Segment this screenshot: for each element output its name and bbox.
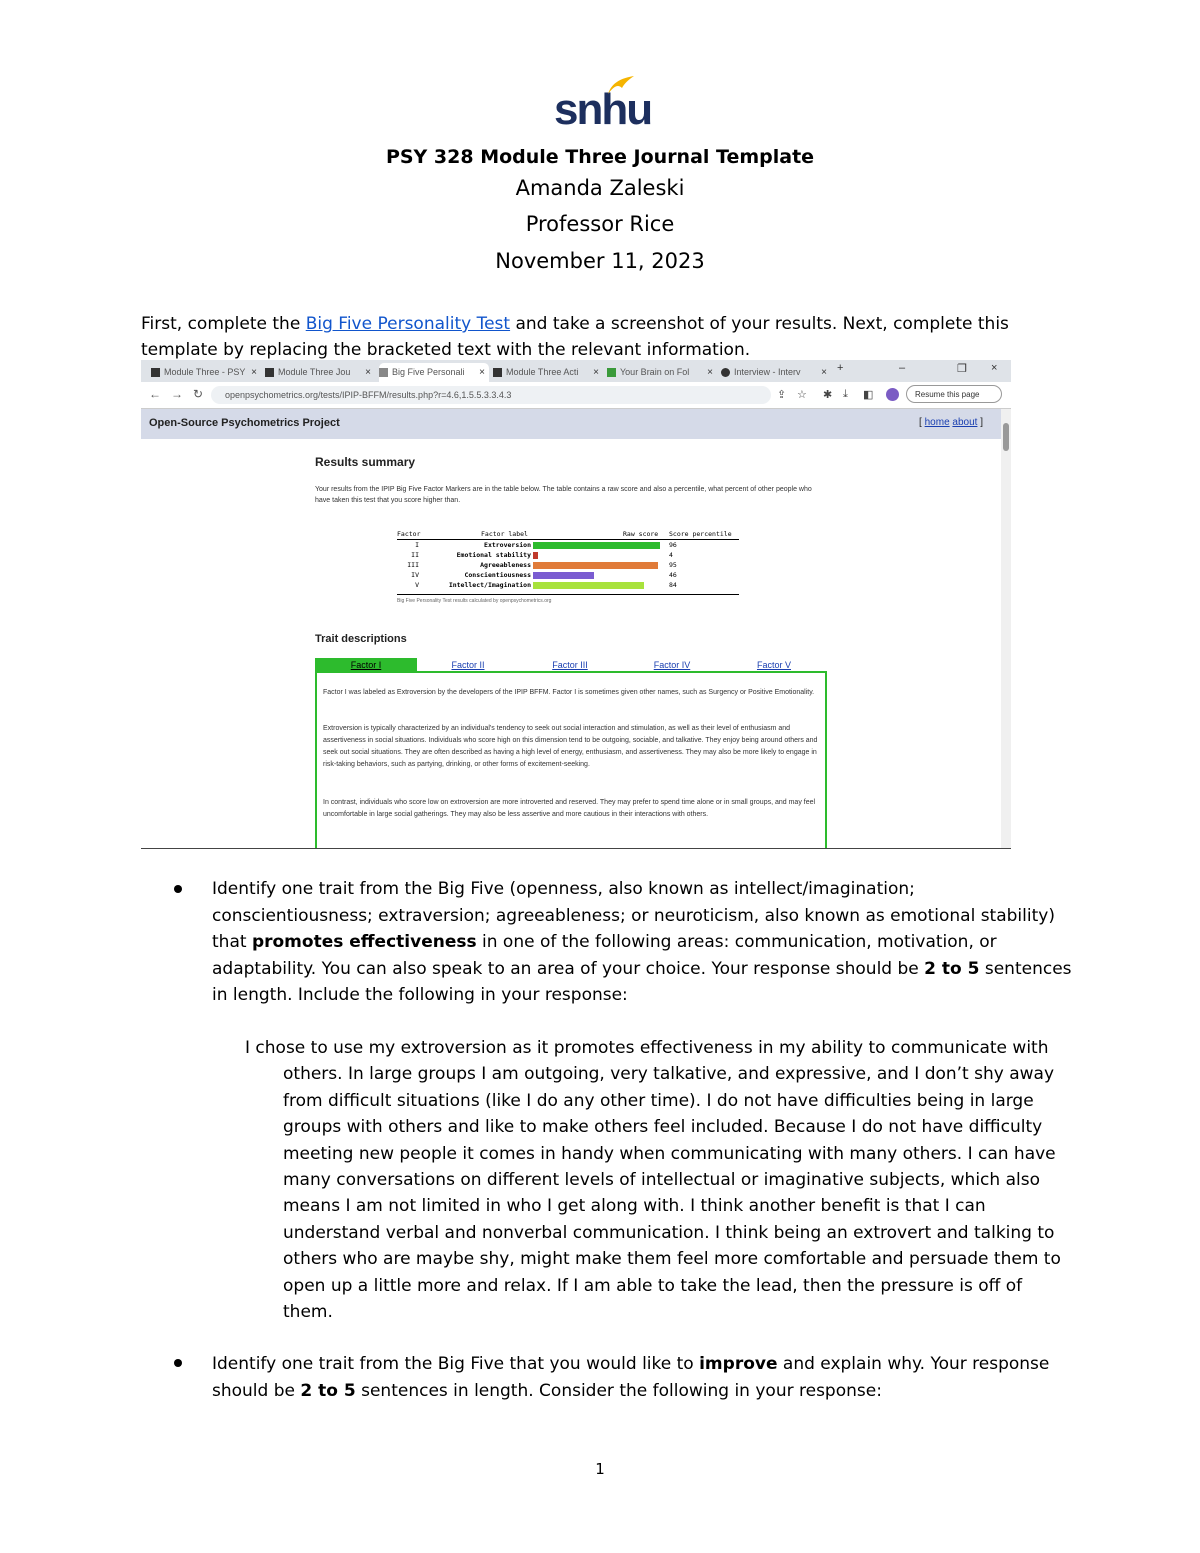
factor-number: III — [407, 561, 419, 569]
table-rule — [397, 594, 739, 595]
tab-factor-1[interactable]: Factor I — [315, 658, 417, 672]
col-percentile-header: Score percentile — [669, 530, 732, 538]
minimize-icon[interactable]: – — [899, 362, 906, 374]
tab-favicon-icon — [265, 368, 274, 377]
student-name: Amanda Zaleski — [515, 176, 685, 200]
big-five-test-link[interactable]: Big Five Personality Test — [305, 314, 511, 334]
close-icon[interactable]: × — [365, 367, 371, 378]
results-screenshot — [141, 360, 1011, 849]
page-number: 1 — [595, 1460, 605, 1478]
tab-favicon-icon — [493, 368, 502, 377]
factor-bar — [533, 582, 644, 589]
tab-favicon-icon — [379, 368, 388, 377]
col-raw-header: Raw score — [623, 530, 659, 538]
factor-label: Intellect/Imagination — [448, 581, 531, 589]
reload-icon[interactable]: ↻ — [193, 387, 204, 401]
scrollbar-thumb[interactable] — [1003, 423, 1009, 451]
factor-row — [397, 551, 739, 560]
download-icon[interactable]: ⤓ — [843, 388, 848, 400]
factor-bar — [533, 552, 538, 559]
profile-avatar[interactable] — [886, 388, 899, 401]
snhu-logo — [554, 74, 652, 134]
col-label-header: Factor label — [481, 530, 528, 538]
factor-label: Emotional stability — [456, 551, 531, 559]
resume-button[interactable]: Resume this page — [906, 385, 1002, 403]
restore-icon[interactable]: ❐ — [957, 363, 967, 375]
document-date: November 11, 2023 — [495, 249, 705, 273]
browser-tab[interactable]: Interview - Interv × — [721, 363, 831, 382]
factor-tabs — [315, 658, 825, 672]
sidepanel-icon[interactable]: ◧ — [863, 389, 874, 401]
bullet-icon — [174, 885, 182, 893]
bullet-icon — [174, 1359, 182, 1367]
trait-paragraph: Factor I was labeled as Extroversion by the developers of the IPIP BFFM. Factor I is sometimes given other names, such as Surgency or Positive Emotionality. — [323, 689, 815, 696]
factor-row — [397, 541, 739, 550]
factor-label: Conscientiousness — [464, 571, 531, 579]
results-heading: Results summary — [315, 455, 416, 469]
factor-percentile: 95 — [669, 561, 677, 569]
tab-favicon-icon — [151, 368, 160, 377]
new-tab-icon[interactable]: + — [837, 362, 844, 374]
tab-factor-5[interactable]: Factor V — [756, 660, 791, 670]
factor-percentile: 46 — [669, 571, 677, 579]
extensions-icon[interactable]: ✱ — [823, 389, 833, 401]
browser-toolbar — [141, 382, 1011, 409]
site-header — [141, 409, 1001, 439]
trait-description-box — [315, 671, 827, 849]
prompt-two: Identify one trait from the Big Five that you would like to improve and explain why. Your response should be 2 to 5 sentences in length. Consider the following in your response: — [212, 1354, 1050, 1401]
flame-icon — [606, 74, 636, 96]
professor-name: Professor Rice — [525, 212, 675, 236]
factor-row — [397, 571, 739, 580]
factor-bar — [533, 542, 660, 549]
site-name: Open-Source Psychometrics Project — [149, 417, 340, 429]
intro-paragraph: First, complete the Big Five Personality Test and take a screenshot of your results. Next, complete this template by replacing the bracketed text with the relevant information. — [141, 314, 1009, 360]
factor-row — [397, 561, 739, 570]
browser-tab-bar — [141, 360, 1011, 382]
document-title: PSY 328 Module Three Journal Template — [385, 146, 815, 168]
tab-favicon-icon — [721, 368, 730, 377]
results-text: Your results from the IPIP Big Five Factor Markers are in the table below. The table contains a raw score and also a percentile, what percent of other people who have taken this test that you score higher than. — [315, 486, 812, 504]
share-icon[interactable]: ⇪ — [777, 389, 787, 401]
close-icon[interactable]: × — [593, 367, 599, 378]
trait-paragraph: Extroversion is typically characterized by an individual's tendency to seek out social interaction and stimulation, as well as their level of enthusiasm and assertiveness in social situations. Individuals who score high on this dimension tend to be outgoing, sociable, and talkative. They enjoy being around others and seek out social situations. They are often described as having a high level of energy, enthusiasm, and assertiveness. They may also be more likely to engage in risk-taking behaviors, such as partying, drinking, or other forms of excitement-seeking. — [323, 725, 818, 768]
browser-tab[interactable]: Module Three Jou × — [265, 363, 375, 382]
col-factor-header: Factor — [397, 530, 421, 538]
close-icon[interactable]: × — [479, 367, 485, 378]
window-close-icon[interactable]: × — [991, 362, 998, 374]
factor-bar — [533, 562, 658, 569]
factor-number: I — [415, 541, 419, 549]
factor-percentile: 96 — [669, 541, 677, 549]
tab-favicon-icon — [607, 368, 616, 377]
factor-number: V — [415, 581, 419, 589]
forward-icon[interactable]: → — [171, 387, 183, 401]
trait-heading: Trait descriptions — [315, 633, 407, 645]
about-link[interactable]: about — [952, 417, 978, 428]
factor-number: IV — [411, 571, 419, 579]
scrollbar[interactable] — [1001, 409, 1011, 848]
factor-row — [397, 581, 739, 590]
factor-percentile: 84 — [669, 581, 677, 589]
site-links: [ home about ] — [919, 417, 983, 428]
close-icon[interactable]: × — [707, 367, 713, 378]
table-caption: Big Five Personality Test results calculated by openpsychometrics.org — [397, 598, 552, 604]
table-rule — [397, 539, 739, 540]
browser-tab-active[interactable]: Big Five Personali × — [379, 363, 489, 382]
prompt-one: Identify one trait from the Big Five (openness, also known as intellect/imagination; conscientiousness; extraversion; agreeableness; or neuroticism, also known as emotional stability) that promotes effectiveness in one of the following areas: communication, motivation, or adaptability. You can also speak to an area of your choice. Your response should be 2 to 5 sentences in length. Include the following in your response: — [212, 879, 1072, 1005]
browser-tab[interactable]: Your Brain on Fol × — [607, 363, 717, 382]
answer-one: I chose to use my extroversion as it promotes effectiveness in my ability to communicate with others. In large groups I am outgoing, very talkative, and expressive, and I don’t shy away from difficult situations (like I do any other time). I do not have difficulties being in large groups with others and like to make others feel included. Because I do not have difficulty meeting new people it comes in handy when communicating with many others. I can have many conversations on different levels of intellectual or imaginative subjects, which also means I am not limited in who I get along with. I think another benefit is that I can understand verbal and nonverbal communication. I think being an extrovert and talking to others who are maybe shy, might make them feel more comfortable and persuade them to open up a little more and relax. If I am able to take the lead, then the pressure is off of them. — [245, 1038, 1061, 1323]
tab-factor-2[interactable]: Factor II — [451, 660, 485, 670]
factor-table — [397, 530, 739, 600]
factor-label: Agreeableness — [480, 561, 531, 569]
factor-number: II — [411, 551, 419, 559]
logo-text: snhu — [554, 85, 652, 134]
back-icon[interactable]: ← — [149, 387, 161, 401]
home-link[interactable]: home — [924, 417, 950, 428]
bookmark-star-icon[interactable]: ☆ — [797, 389, 807, 401]
close-icon[interactable]: × — [251, 367, 257, 378]
tab-factor-3[interactable]: Factor III — [552, 660, 588, 670]
address-bar[interactable]: openpsychometrics.org/tests/IPIP-BFFM/results.php?r=4.6,1.5.5.3.3.4.3 — [211, 386, 771, 404]
tab-factor-4[interactable]: Factor IV — [653, 660, 691, 670]
factor-label: Extroversion — [484, 541, 531, 549]
factor-percentile: 4 — [669, 551, 673, 559]
browser-tab[interactable]: Module Three - PSY × — [151, 363, 261, 382]
factor-bar — [533, 572, 594, 579]
close-icon[interactable]: × — [821, 367, 827, 378]
browser-tab[interactable]: Module Three Acti × — [493, 363, 603, 382]
trait-paragraph: In contrast, individuals who score low on extroversion are more introverted and reserved. They may prefer to spend time alone or in small groups, and may feel uncomfortable in large social gatherings. They may also be less assertive and more cautious in their interactions with others. — [323, 799, 816, 818]
